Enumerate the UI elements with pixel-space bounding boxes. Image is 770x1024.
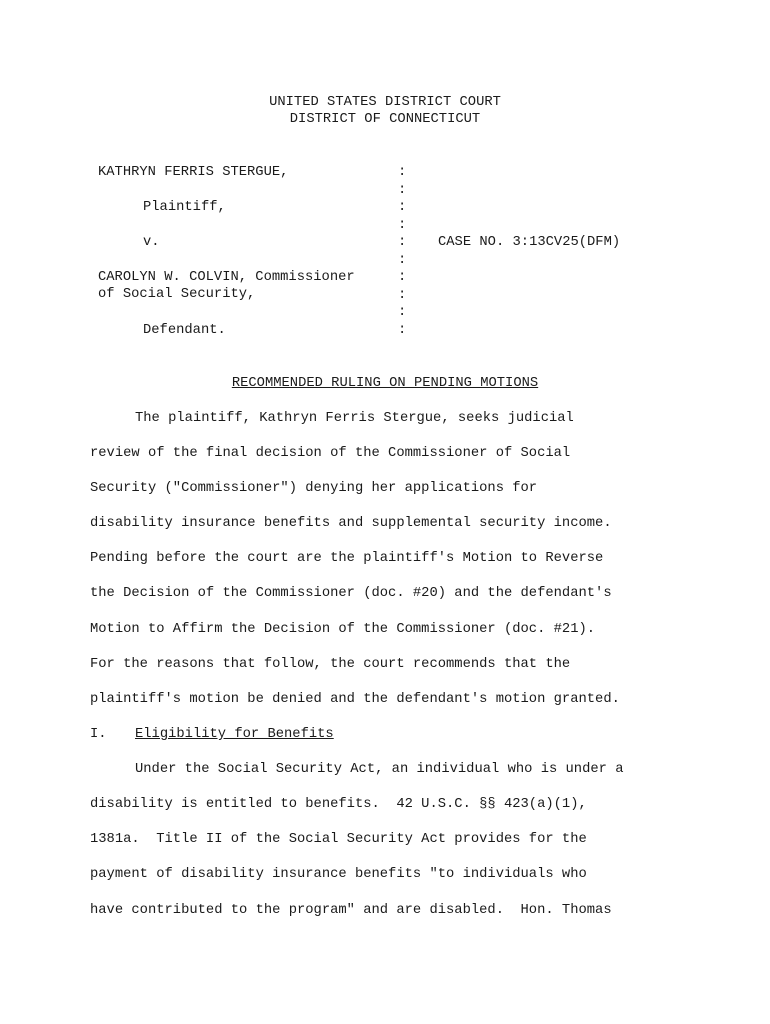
paragraph-line: 1381a. Title II of the Social Security Act provides for the [90,832,587,847]
paragraph-line: payment of disability insurance benefits "to individuals who [90,867,587,882]
section-number: I. [90,727,107,742]
paragraph-line: have contributed to the program" and are disabled. Hon. Thomas [90,903,612,918]
court-district: DISTRICT OF CONNECTICUT [289,112,481,127]
case-number: CASE NO. 3:13CV25(DFM) [438,235,621,250]
section-title: Eligibility for Benefits [135,727,334,742]
plaintiff-name: KATHRYN FERRIS STERGUE, [98,165,289,180]
plaintiff-role: Plaintiff, [143,200,226,215]
paragraph-line: Motion to Affirm the Decision of the Commissioner (doc. #21). [90,622,596,637]
caption-separator: : [398,305,407,320]
paragraph-line: disability insurance benefits and supplemental security income. [90,516,612,531]
paragraph-line: the Decision of the Commissioner (doc. #20) and the defendant's [90,586,612,601]
defendant-name-cont: of Social Security, [98,287,256,302]
paragraph-line: plaintiff's motion be denied and the defendant's motion granted. [90,692,620,707]
caption-separator: : [398,323,407,338]
caption-separator: : [398,218,407,233]
paragraph-line: The plaintiff, Kathryn Ferris Stergue, seeks judicial [135,411,574,426]
defendant-name: CAROLYN W. COLVIN, Commissioner [98,270,355,285]
caption-separator: : [398,288,407,303]
court-name: UNITED STATES DISTRICT COURT [269,95,501,110]
caption-separator: : [398,183,407,198]
paragraph-line: review of the final decision of the Commissioner of Social [90,446,571,461]
caption-separator: : [398,235,407,250]
document-title: RECOMMENDED RULING ON PENDING MOTIONS [231,376,539,391]
caption-separator: : [398,165,407,180]
caption-separator: : [398,270,407,285]
defendant-role: Defendant. [143,323,226,338]
caption-separator: : [398,200,407,215]
caption-separator: : [398,253,407,268]
paragraph-line: For the reasons that follow, the court recommends that the [90,657,571,672]
paragraph-line: Pending before the court are the plaintiff's Motion to Reverse [90,551,604,566]
paragraph-line: Security ("Commissioner") denying her applications for [90,481,538,496]
paragraph-line: Under the Social Security Act, an individual who is under a [135,762,624,777]
versus-label: v. [143,235,160,250]
paragraph-line: disability is entitled to benefits. 42 U.S.C. §§ 423(a)(1), [90,797,587,812]
